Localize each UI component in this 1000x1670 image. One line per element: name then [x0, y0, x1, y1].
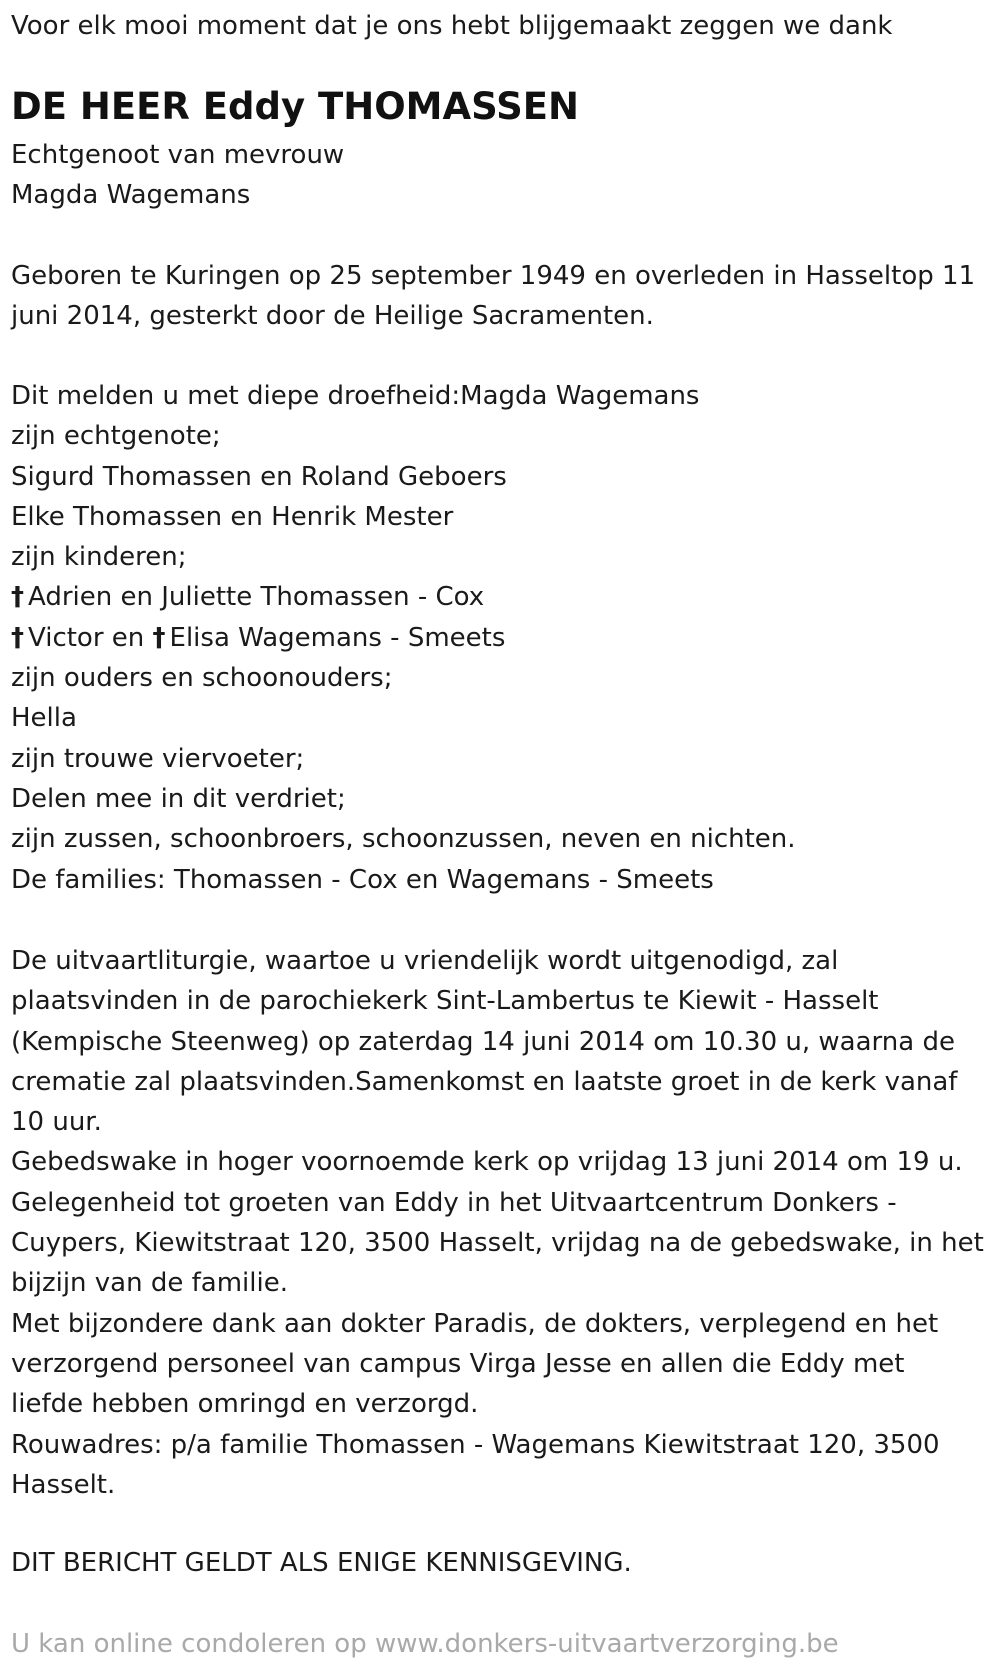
service-line-14: Hasselt.	[11, 1469, 116, 1500]
family-pet-role: zijn trouwe viervoeter;	[11, 743, 305, 774]
parents-1-text: Adrien en Juliette Thomassen - Cox	[28, 582, 485, 613]
spouse-section	[11, 135, 344, 216]
birth-death-line-1: Geboren te Kuringen op 25 september 1949 en overleden in Hasseltop 11	[11, 261, 976, 291]
service-line-13: Rouwadres: p/a familie Thomassen - Wagemans Kiewitstraat 120, 3500	[11, 1429, 940, 1460]
service-line-5: 10 uur.	[11, 1107, 102, 1138]
service-line-2: plaatsvinden in de parochiekerk Sint-Lambertus te Kiewit - Hasselt	[11, 986, 879, 1017]
service-line-3: (Kempische Steenweg) op zaterdag 14 juni 2014 om 10.30 u, waarna de	[11, 1026, 955, 1057]
parents-2a-text: Victor en	[28, 622, 145, 653]
family-relatives: zijn zussen, schoonbroers, schoonzussen, neven en nichten.	[11, 824, 796, 855]
family-children-role: zijn kinderen;	[11, 542, 187, 573]
parents-2b-text: Elisa Wagemans - Smeets	[169, 622, 506, 653]
birth-death-section	[11, 256, 975, 337]
family-parents-2	[11, 618, 796, 658]
service-line-10: Met bijzondere dank aan dokter Paradis, de dokters, verplegend en het	[11, 1308, 939, 1339]
family-child-2: Elke Thomassen en Henrik Mester	[11, 501, 454, 532]
family-spouse-role: zijn echtgenote;	[11, 421, 221, 452]
cross-icon: †	[11, 622, 24, 653]
tagline: Voor elk mooi moment dat je ons hebt blijgemaakt zeggen we dank	[11, 11, 893, 41]
family-families: De families: Thomassen - Cox en Wagemans - Smeets	[11, 864, 714, 895]
service-line-7: Gelegenheid tot groeten van Eddy in het Uitvaartcentrum Donkers -	[11, 1187, 897, 1218]
spouse-line-1: Echtgenoot van mevrouw	[11, 140, 345, 170]
family-pet: Hella	[11, 703, 77, 734]
family-intro: Dit melden u met diepe droefheid:Magda Wagemans	[11, 381, 700, 411]
service-line-11: verzorgend personeel van campus Virga Jesse en allen die Eddy met	[11, 1348, 905, 1379]
family-parents-1	[11, 577, 796, 617]
spouse-line-2: Magda Wagemans	[11, 180, 251, 211]
service-section	[11, 941, 984, 1505]
service-line-12: liefde hebben omringd en verzorgd.	[11, 1389, 479, 1420]
family-section	[11, 376, 796, 900]
cross-icon: †	[11, 582, 24, 613]
family-child-1: Sigurd Thomassen en Roland Geboers	[11, 461, 507, 492]
service-line-8: Cuypers, Kiewitstraat 120, 3500 Hasselt, vrijdag na de gebedswake, in het	[11, 1228, 984, 1259]
family-parents-role: zijn ouders en schoonouders;	[11, 663, 393, 694]
birth-death-line-2: juni 2014, gesterkt door de Heilige Sacramenten.	[11, 301, 654, 332]
cross-icon: †	[152, 622, 166, 653]
service-line-9: bijzijn van de familie.	[11, 1268, 288, 1299]
online-condolence-text: U kan online condoleren op www.donkers-uitvaartverzorging.be	[11, 1629, 839, 1659]
service-line-6: Gebedswake in hoger voornoemde kerk op vrijdag 13 juni 2014 om 19 u.	[11, 1147, 963, 1178]
family-share: Delen mee in dit verdriet;	[11, 783, 346, 814]
deceased-name-title: DE HEER Eddy THOMASSEN	[11, 85, 579, 128]
service-line-1: De uitvaartliturgie, waartoe u vriendelijk wordt uitgenodigd, zal	[11, 946, 839, 976]
service-line-4: crematie zal plaatsvinden.Samenkomst en laatste groet in de kerk vanaf	[11, 1066, 958, 1097]
notice-section	[11, 1543, 632, 1583]
online-section	[11, 1624, 839, 1664]
notice-text: DIT BERICHT GELDT ALS ENIGE KENNISGEVING.	[11, 1548, 632, 1578]
